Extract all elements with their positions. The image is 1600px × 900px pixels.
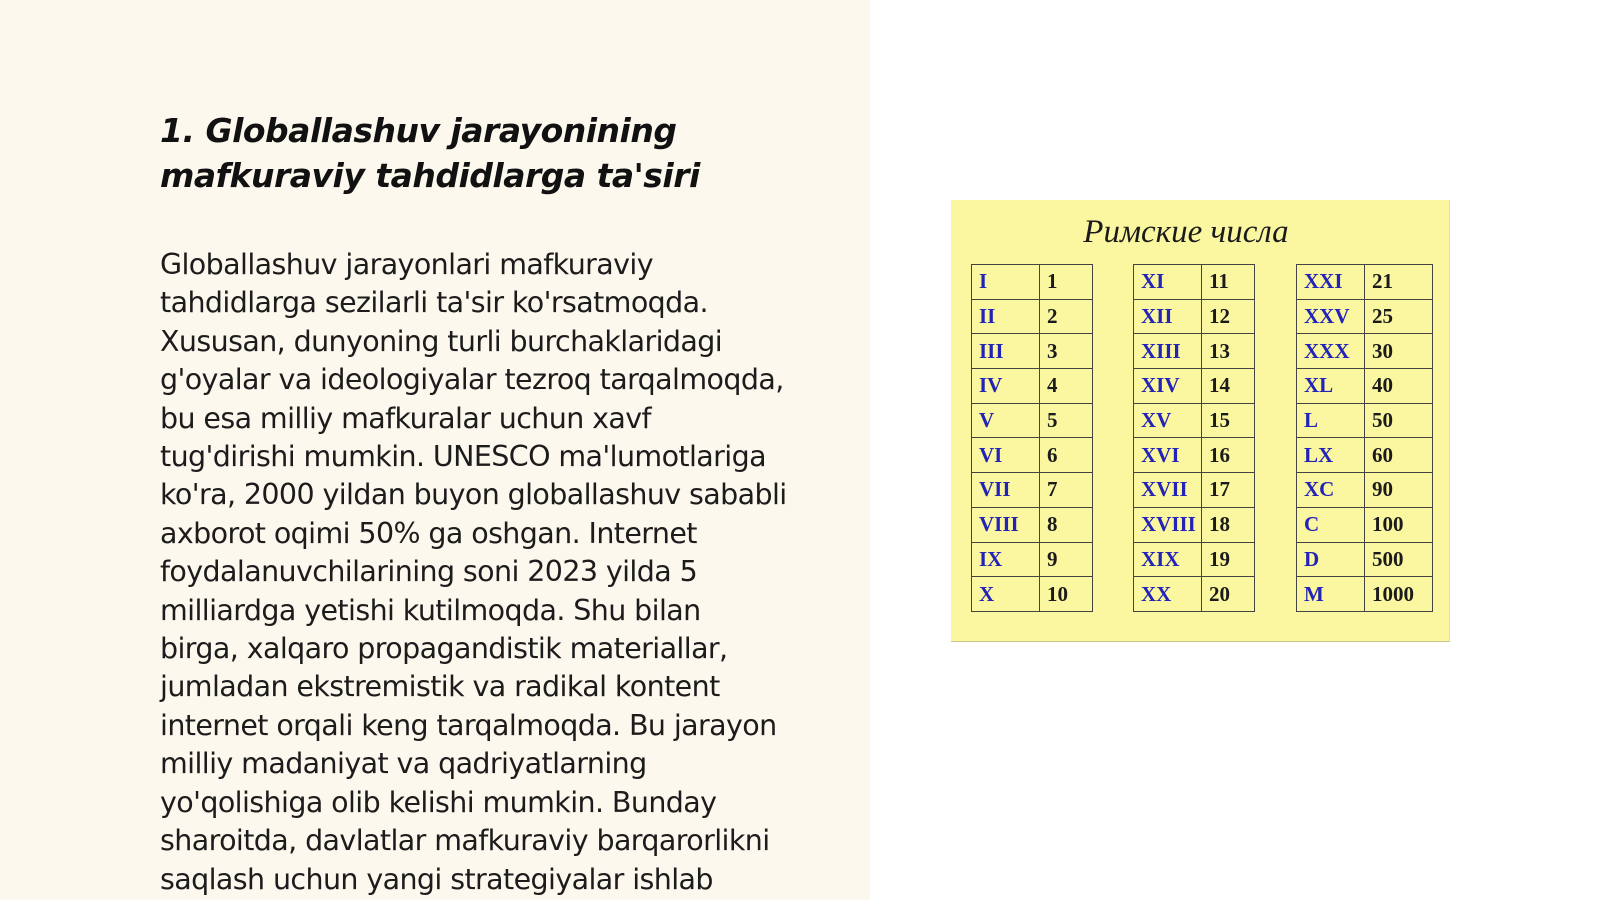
- roman-table-row: [1297, 403, 1433, 438]
- roman-numeral-cell: VIII: [972, 507, 1040, 542]
- roman-numeral-cell: VII: [972, 473, 1040, 508]
- roman-table-row: [1297, 577, 1433, 612]
- roman-table-row: [972, 299, 1093, 334]
- arabic-number-cell: 3: [1040, 334, 1093, 369]
- roman-table-row: [1297, 334, 1433, 369]
- roman-table-row: [1134, 403, 1255, 438]
- roman-table-row: [972, 507, 1093, 542]
- arabic-number-cell: 500: [1365, 542, 1433, 577]
- roman-numeral-cell: XXI: [1297, 265, 1365, 300]
- arabic-number-cell: 18: [1202, 507, 1255, 542]
- arabic-number-cell: 14: [1202, 369, 1255, 404]
- roman-numeral-cell: C: [1297, 507, 1365, 542]
- body-line: tug'dirishi mumkin. UNESCO ma'lumotlariga: [160, 440, 766, 474]
- roman-numeral-cell: XVII: [1134, 473, 1202, 508]
- roman-numeral-cell: X: [972, 577, 1040, 612]
- roman-numeral-cell: XC: [1297, 473, 1365, 508]
- roman-numeral-cell: XV: [1134, 403, 1202, 438]
- body-line: axborot oqimi 50% ga oshgan. Internet: [160, 516, 697, 550]
- body-line: Xususan, dunyoning turli burchaklaridagi: [160, 324, 723, 358]
- roman-table-row: [972, 473, 1093, 508]
- arabic-number-cell: 25: [1365, 299, 1433, 334]
- arabic-number-cell: 19: [1202, 542, 1255, 577]
- roman-table-row: [1297, 473, 1433, 508]
- roman-table-row: [1134, 542, 1255, 577]
- arabic-number-cell: 12: [1202, 299, 1255, 334]
- arabic-number-cell: 17: [1202, 473, 1255, 508]
- roman-table-row: [1297, 369, 1433, 404]
- roman-table-row: [1134, 473, 1255, 508]
- roman-table-column-3: [1296, 264, 1433, 612]
- arabic-number-cell: 16: [1202, 438, 1255, 473]
- body-line: g'oyalar va ideologiyalar tezroq tarqalmoqda,: [160, 363, 784, 397]
- arabic-number-cell: 4: [1040, 369, 1093, 404]
- roman-numeral-cell: LX: [1297, 438, 1365, 473]
- roman-table-row: [972, 438, 1093, 473]
- roman-card-title: Римские числа: [1083, 214, 1289, 250]
- body-line: saqlash uchun yangi strategiyalar ishlab: [160, 862, 713, 896]
- roman-numeral-cell: D: [1297, 542, 1365, 577]
- roman-numeral-cell: IX: [972, 542, 1040, 577]
- arabic-number-cell: 30: [1365, 334, 1433, 369]
- roman-table-row: [1134, 299, 1255, 334]
- body-line: ko'ra, 2000 yildan buyon globallashuv sababli: [160, 478, 787, 512]
- roman-numeral-cell: L: [1297, 403, 1365, 438]
- arabic-number-cell: 6: [1040, 438, 1093, 473]
- roman-table-row: [1134, 507, 1255, 542]
- roman-table-row: [972, 542, 1093, 577]
- body-line: foydalanuvchilarining soni 2023 yilda 5: [160, 555, 698, 589]
- roman-numeral-cell: XX: [1134, 577, 1202, 612]
- body-line: yo'qolishiga olib kelishi mumkin. Bunday: [160, 785, 717, 819]
- roman-numeral-cell: XXV: [1297, 299, 1365, 334]
- arabic-number-cell: 9: [1040, 542, 1093, 577]
- roman-table-row: [1134, 438, 1255, 473]
- arabic-number-cell: 100: [1365, 507, 1433, 542]
- roman-numeral-cell: I: [972, 265, 1040, 300]
- roman-numeral-cell: III: [972, 334, 1040, 369]
- roman-table-row: [1297, 542, 1433, 577]
- roman-table-row: [972, 265, 1093, 300]
- arabic-number-cell: 21: [1365, 265, 1433, 300]
- arabic-number-cell: 5: [1040, 403, 1093, 438]
- title-line-2: mafkuraviy tahdidlarga ta'siri: [160, 156, 700, 195]
- roman-table-row: [972, 369, 1093, 404]
- roman-table-column-2: [1133, 264, 1255, 612]
- body-line: bu esa milliy mafkuralar uchun xavf: [160, 401, 651, 435]
- roman-numeral-cell: XVI: [1134, 438, 1202, 473]
- arabic-number-cell: 90: [1365, 473, 1433, 508]
- roman-numeral-cell: XIX: [1134, 542, 1202, 577]
- roman-numeral-cell: XL: [1297, 369, 1365, 404]
- roman-table-row: [972, 334, 1093, 369]
- roman-numeral-cell: V: [972, 403, 1040, 438]
- slide-body-text: [160, 246, 850, 899]
- arabic-number-cell: 1: [1040, 265, 1093, 300]
- arabic-number-cell: 11: [1202, 265, 1255, 300]
- body-line: sharoitda, davlatlar mafkuraviy barqarorlikni: [160, 824, 770, 858]
- arabic-number-cell: 13: [1202, 334, 1255, 369]
- arabic-number-cell: 1000: [1365, 577, 1433, 612]
- roman-table-row: [1134, 334, 1255, 369]
- roman-numeral-cell: VI: [972, 438, 1040, 473]
- roman-numeral-cell: XIII: [1134, 334, 1202, 369]
- roman-numeral-cell: II: [972, 299, 1040, 334]
- body-line: milliy madaniyat va qadriyatlarning: [160, 747, 647, 781]
- arabic-number-cell: 8: [1040, 507, 1093, 542]
- arabic-number-cell: 40: [1365, 369, 1433, 404]
- roman-numeral-cell: IV: [972, 369, 1040, 404]
- arabic-number-cell: 10: [1040, 577, 1093, 612]
- title-line-1: 1. Globallashuv jarayonining: [160, 111, 677, 150]
- body-line: tahdidlarga sezilarli ta'sir ko'rsatmoqda.: [160, 286, 708, 320]
- roman-numeral-cell: XIV: [1134, 369, 1202, 404]
- roman-table-row: [1297, 438, 1433, 473]
- roman-numeral-cell: XXX: [1297, 334, 1365, 369]
- body-line: Globallashuv jarayonlari mafkuraviy: [160, 248, 653, 281]
- arabic-number-cell: 15: [1202, 403, 1255, 438]
- roman-numeral-cell: XI: [1134, 265, 1202, 300]
- roman-numeral-cell: XVIII: [1134, 507, 1202, 542]
- roman-table-row: [972, 577, 1093, 612]
- roman-numeral-cell: M: [1297, 577, 1365, 612]
- arabic-number-cell: 20: [1202, 577, 1255, 612]
- roman-numerals-image: [951, 200, 1450, 642]
- roman-table-row: [1134, 265, 1255, 300]
- arabic-number-cell: 7: [1040, 473, 1093, 508]
- arabic-number-cell: 60: [1365, 438, 1433, 473]
- roman-numeral-cell: XII: [1134, 299, 1202, 334]
- roman-table-column-1: [971, 264, 1093, 612]
- roman-table-row: [972, 403, 1093, 438]
- roman-table-row: [1297, 507, 1433, 542]
- arabic-number-cell: 50: [1365, 403, 1433, 438]
- roman-table-row: [1297, 299, 1433, 334]
- roman-table-row: [1134, 577, 1255, 612]
- body-line: milliardga yetishi kutilmoqda. Shu bilan: [160, 593, 701, 627]
- arabic-number-cell: 2: [1040, 299, 1093, 334]
- body-line: birga, xalqaro propagandistik materiallar,: [160, 632, 728, 666]
- body-line: jumladan ekstremistik va radikal kontent: [160, 670, 720, 704]
- roman-table-row: [1297, 265, 1433, 300]
- slide-title: [160, 108, 840, 198]
- roman-table-row: [1134, 369, 1255, 404]
- body-line: internet orqali keng tarqalmoqda. Bu jarayon: [160, 708, 777, 742]
